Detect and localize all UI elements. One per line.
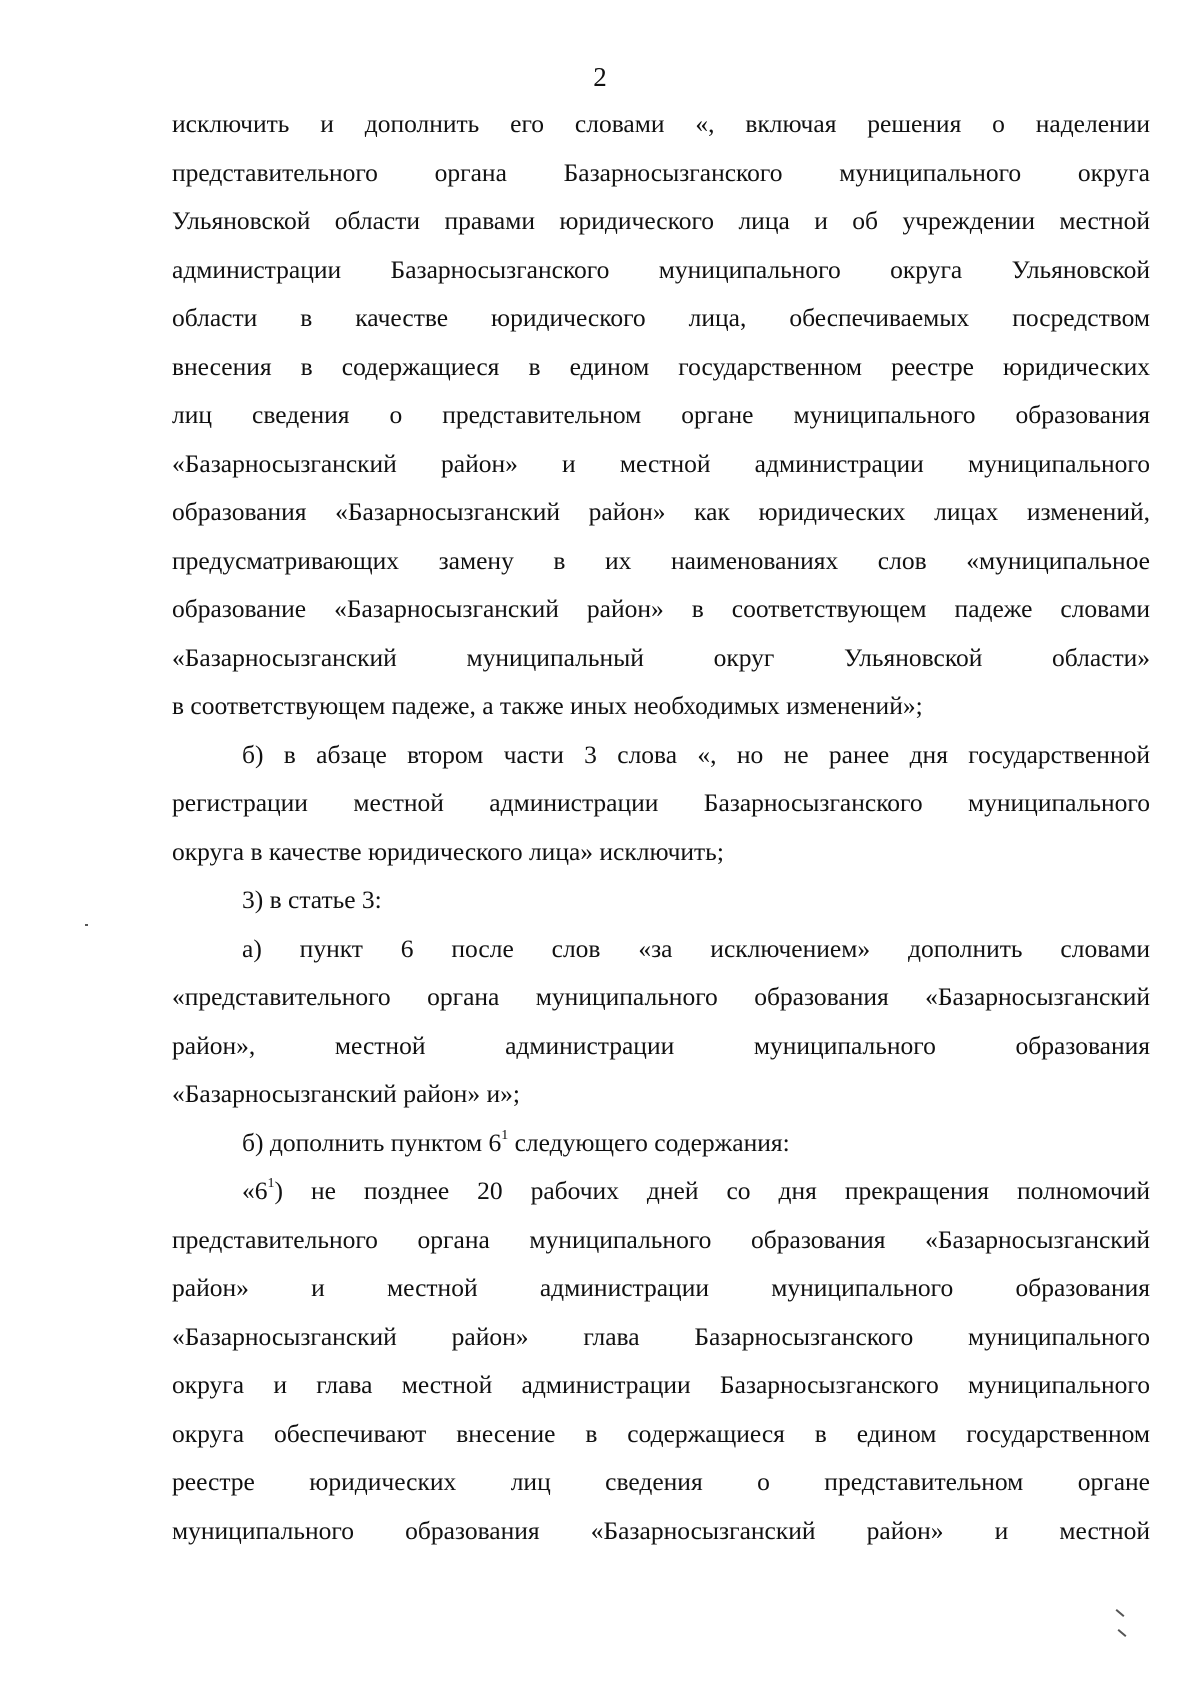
text-line: исключить и дополнить его словами «, включая решения о наделении (172, 109, 1150, 138)
text-line: в соответствующем падеже, а также иных необходимых изменений»; (172, 691, 923, 720)
document-body (172, 100, 1150, 1555)
text-line: предусматривающих замену в их наименованиях слов «муниципальное (172, 545, 1150, 575)
scan-mark (85, 924, 88, 926)
text-segment: б) дополнить пунктом 6 (242, 1127, 502, 1157)
text-line: внесения в содержащиеся в едином государственном реестре юридических (172, 351, 1150, 381)
text-line: области в качестве юридического лица, обеспечиваемых посредством (172, 303, 1150, 332)
text-line: образование «Базарносызганский район» в соответствующем падеже словами (172, 594, 1150, 623)
paragraph-start: б) в абзаце втором части 3 слова «, но не ранее дня государственной (242, 739, 1150, 769)
scan-mark (1118, 1629, 1127, 1637)
paragraph-start (172, 1119, 1150, 1168)
paragraph-start (172, 1167, 1150, 1216)
text-line: «Базарносызганский район» глава Базарносызганского муниципального (172, 1321, 1150, 1351)
text-line: район», местной администрации муниципального образования (172, 1030, 1150, 1060)
paragraph-start: 3) в статье 3: (242, 885, 382, 914)
text-line: Ульяновской области правами юридического лица и об учреждении местной (172, 206, 1150, 235)
text-line: регистрации местной администрации Базарносызганского муниципального (172, 788, 1150, 817)
text-line: «представительного органа муниципального образования «Базарносызганский (172, 982, 1150, 1011)
text-line: муниципального образования «Базарносызганский район» и местной (172, 1515, 1150, 1545)
text-line: образования «Базарносызганский район» как юридических лицах изменений, (172, 497, 1150, 526)
text-line: администрации Базарносызганского муниципального округа Ульяновской (172, 254, 1150, 284)
superscript: 1 (267, 1176, 275, 1191)
text-line: «Базарносызганский район» и»; (172, 1079, 520, 1108)
text-segment: ) не позднее 20 рабочих дней со дня прекращения полномочий (274, 1176, 1150, 1205)
text-line: округа и глава местной администрации Базарносызганского муниципального (172, 1370, 1150, 1399)
scan-mark (1116, 1609, 1125, 1617)
text-line: представительного органа муниципального образования «Базарносызганский (172, 1224, 1150, 1254)
text-line: округа обеспечивают внесение в содержащиеся в едином государственном (172, 1418, 1150, 1448)
text-line: реестре юридических лиц сведения о представительном органе (172, 1467, 1150, 1496)
text-segment: «6 (242, 1176, 268, 1205)
text-line: округа в качестве юридического лица» исключить; (172, 836, 724, 866)
text-line: лиц сведения о представительном органе муниципального образования (172, 400, 1150, 429)
text-line: район» и местной администрации муниципального образования (172, 1273, 1150, 1302)
text-line: «Базарносызганский муниципальный округ Ульяновской области» (172, 642, 1150, 672)
page-number: 2 (593, 62, 607, 92)
superscript: 1 (501, 1127, 509, 1143)
paragraph-start: а) пункт 6 после слов «за исключением» дополнить словами (242, 933, 1150, 963)
text-line: представительного органа Базарносызганского муниципального округа (172, 157, 1150, 187)
text-segment: следующего содержания: (508, 1127, 790, 1157)
text-line: «Базарносызганский район» и местной администрации муниципального (172, 448, 1150, 478)
